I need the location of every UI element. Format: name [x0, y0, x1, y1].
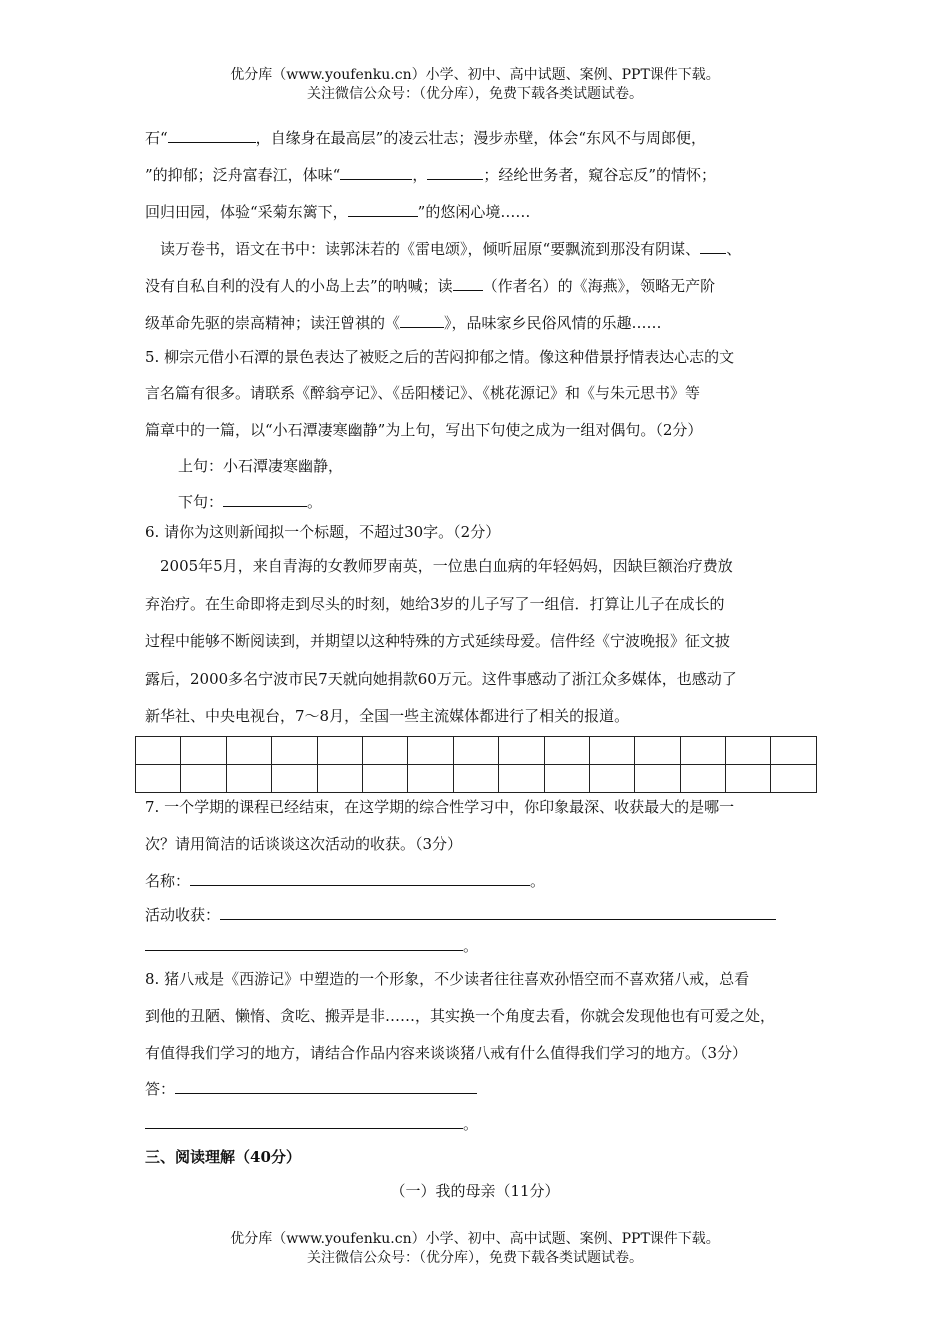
- grid-cell[interactable]: [317, 737, 362, 765]
- body-line-2: ”的抑郁；泛舟富春江，体味“ ， ；经纶世务者，窥谷忘反”的情怀；: [145, 163, 716, 186]
- blank: [168, 126, 256, 143]
- grid-cell[interactable]: [499, 737, 544, 765]
- grid-cell[interactable]: [181, 737, 226, 765]
- grid-cell[interactable]: [499, 765, 544, 793]
- q8-answer: 答：: [145, 1077, 477, 1100]
- page-footer: [0, 1230, 950, 1268]
- answer-blank[interactable]: [145, 1112, 463, 1129]
- title-answer-grid[interactable]: [135, 736, 817, 793]
- blank: [340, 163, 412, 180]
- q7-line-1: 7. 一个学期的课程已经结束，在这学期的综合性学习中，你印象最深、收获最大的是哪一: [145, 798, 735, 816]
- grid-cell[interactable]: [771, 765, 816, 793]
- grid-cell[interactable]: [453, 737, 498, 765]
- section-3-title: 三、阅读理解（40分）: [145, 1148, 301, 1166]
- grid-cell[interactable]: [181, 765, 226, 793]
- grid-cell[interactable]: [136, 765, 181, 793]
- q7-name: 名称： 。: [145, 869, 545, 892]
- q6-news-2: 弃治疗。在生命即将走到尽头的时刻，她给3岁的儿子写了一组信．打算让儿子在成长的: [145, 595, 725, 613]
- q6-prompt: 6. 请你为这则新闻拟一个标题，不超过30字。（2分）: [145, 523, 501, 541]
- grid-cell[interactable]: [589, 737, 634, 765]
- q8-line-2: 到他的丑陋、懒惰、贪吃、搬弄是非……，其实换一个角度去看，你就会发现他也有可爱之处，: [145, 1007, 776, 1025]
- q5-upper: 上句：小石潭凄寒幽静，: [178, 457, 344, 475]
- answer-blank[interactable]: [223, 490, 307, 507]
- q7-line-2: 次？请用简洁的话谈谈这次活动的收获。（3分）: [145, 835, 463, 853]
- q7-harvest-2: 。: [145, 934, 478, 957]
- answer-blank[interactable]: [190, 869, 530, 886]
- grid-cell[interactable]: [726, 765, 771, 793]
- header-line-1: 优分库（www.youfenku.cn）小学、初中、高中试题、案例、PPT课件下载。: [230, 67, 720, 83]
- footer-line-1: 优分库（www.youfenku.cn）小学、初中、高中试题、案例、PPT课件下载。: [230, 1231, 720, 1247]
- grid-cell[interactable]: [136, 737, 181, 765]
- body-line-5: 没有自私自利的没有人的小岛上去”的呐喊；读 （作者名）的《海燕》，领略无产阶: [145, 274, 715, 297]
- blank: [700, 237, 726, 254]
- header-line-2: 关注微信公众号：（优分库），免费下载各类试题试卷。: [307, 86, 643, 102]
- grid-cell[interactable]: [272, 765, 317, 793]
- q5-line-2: 言名篇有很多。请联系《醉翁亭记》、《岳阳楼记》、《桃花源记》和《与朱元思书》等: [145, 384, 701, 402]
- q8-answer-2: 。: [145, 1112, 478, 1135]
- q6-news-1: 2005年5月，来自青海的女教师罗南英，一位患白血病的年轻妈妈，因缺巨额治疗费放: [160, 557, 733, 575]
- grid-cell[interactable]: [408, 737, 453, 765]
- grid-row: [136, 765, 817, 793]
- q8-line-1: 8. 猪八戒是《西游记》中塑造的一个形象，不少读者往往喜欢孙悟空而不喜欢猪八戒，总看: [145, 970, 750, 988]
- blank: [453, 274, 483, 291]
- grid-cell[interactable]: [226, 765, 271, 793]
- grid-cell[interactable]: [453, 765, 498, 793]
- grid-cell[interactable]: [408, 765, 453, 793]
- grid-cell[interactable]: [544, 765, 589, 793]
- q8-line-3: 有值得我们学习的地方，请结合作品内容来谈谈猪八戒有什么值得我们学习的地方。（3分）: [145, 1044, 748, 1062]
- answer-blank[interactable]: [145, 934, 463, 951]
- grid-cell[interactable]: [362, 765, 407, 793]
- footer-line-2: 关注微信公众号：（优分库），免费下载各类试题试卷。: [307, 1250, 643, 1266]
- grid-cell[interactable]: [317, 765, 362, 793]
- q5-lower: 下句： 。: [178, 490, 322, 513]
- grid-cell[interactable]: [362, 737, 407, 765]
- grid-cell[interactable]: [272, 737, 317, 765]
- body-line-3: 回归田园，体验“采菊东篱下， ”的悠闲心境……: [145, 200, 530, 223]
- blank: [427, 163, 483, 180]
- grid-cell[interactable]: [226, 737, 271, 765]
- body-line-4: 读万卷书，语文在书中：读郭沫若的《雷电颂》，倾听屈原“要飘流到那没有阴谋、 、: [160, 237, 741, 260]
- grid-cell[interactable]: [635, 737, 680, 765]
- grid-cell[interactable]: [544, 737, 589, 765]
- answer-blank[interactable]: [220, 903, 776, 920]
- grid-cell[interactable]: [589, 765, 634, 793]
- section-3-subtitle: （一）我的母亲（11分）: [390, 1182, 560, 1200]
- body-line-6: 级革命先驱的崇高精神；读汪曾祺的《 》，品味家乡民俗风情的乐趣……: [145, 311, 662, 334]
- grid-cell[interactable]: [771, 737, 816, 765]
- answer-blank[interactable]: [175, 1077, 477, 1094]
- grid-row: [136, 737, 817, 765]
- blank: [400, 311, 444, 328]
- grid-cell[interactable]: [680, 737, 725, 765]
- grid-cell[interactable]: [726, 737, 771, 765]
- body-line-1: 石“ ，自缘身在最高层”的凌云壮志；漫步赤壁，体会“东风不与周郎便，: [145, 126, 706, 149]
- q6-news-4: 露后，2000多名宁波市民7天就向她捐款60万元。这件事感动了浙江众多媒体，也感动了: [145, 670, 737, 688]
- blank: [348, 200, 418, 217]
- page-header: [0, 66, 950, 104]
- q7-harvest: 活动收获：: [145, 903, 776, 926]
- grid-cell[interactable]: [680, 765, 725, 793]
- grid-cell[interactable]: [635, 765, 680, 793]
- q5-line-3: 篇章中的一篇，以“小石潭凄寒幽静”为上句，写出下句使之成为一组对偶句。（2分）: [145, 421, 703, 439]
- q6-news-3: 过程中能够不断阅读到，并期望以这种特殊的方式延续母爱。信件经《宁波晚报》征文披: [145, 632, 731, 650]
- q6-news-5: 新华社、中央电视台，7～8月，全国一些主流媒体都进行了相关的报道。: [145, 707, 630, 725]
- q5-line-1: 5. 柳宗元借小石潭的景色表达了被贬之后的苦闷抑郁之情。像这种借景抒情表达心志的文: [145, 348, 735, 366]
